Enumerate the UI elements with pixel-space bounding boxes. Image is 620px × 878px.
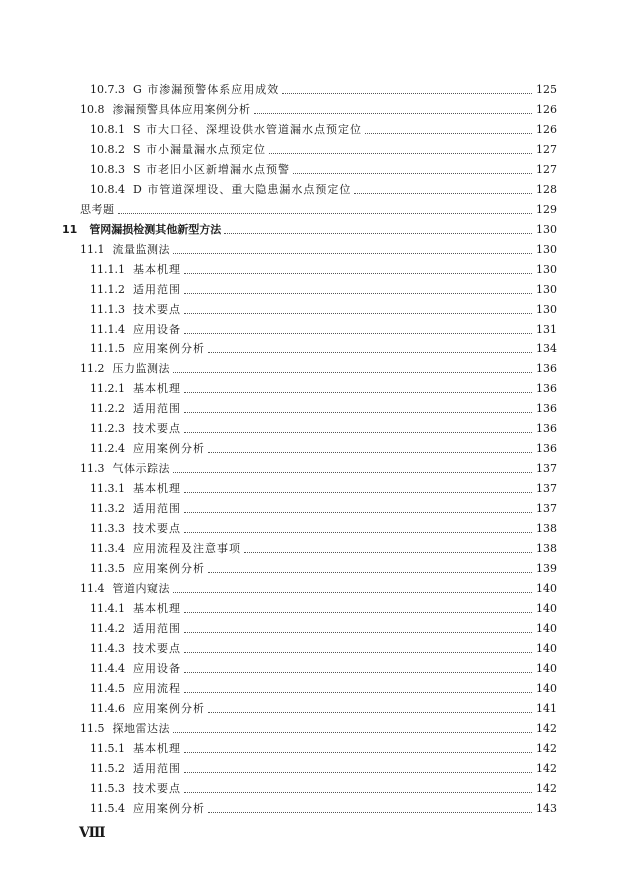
toc-entry-page: 126 — [536, 122, 557, 136]
toc-entry-page: 138 — [536, 522, 557, 536]
toc-entry-title: 应用案例分析 — [133, 342, 205, 356]
toc-entry[interactable] — [90, 499, 557, 519]
toc-entry-page: 125 — [536, 83, 557, 96]
toc-entry[interactable] — [62, 220, 557, 240]
toc-entry-title: 技术要点 — [133, 641, 181, 655]
toc-entry-page: 130 — [536, 282, 557, 296]
toc-entry-number: 11.3.4 — [90, 542, 125, 556]
toc-entry-number: 11.4.5 — [90, 681, 125, 695]
toc-entry-title: G 市渗漏预警体系应用成效 — [133, 83, 280, 96]
toc-entry-page: 136 — [536, 382, 557, 396]
toc-entry-title: 基本机理 — [133, 262, 181, 276]
dot-leader — [184, 491, 532, 493]
toc-entry[interactable] — [90, 519, 557, 539]
toc-entry[interactable] — [90, 619, 557, 639]
toc-entry-page: 138 — [536, 542, 557, 556]
dot-leader — [184, 671, 532, 673]
dot-leader — [184, 751, 532, 753]
toc-entry-number: 11.5.1 — [90, 741, 125, 755]
toc-entry-page: 127 — [536, 142, 557, 156]
toc-entry-page: 136 — [536, 442, 557, 456]
toc-entry[interactable] — [80, 359, 557, 379]
toc-entry-title: 适用范围 — [133, 282, 181, 296]
toc-entry-page: 137 — [536, 482, 557, 496]
toc-entry-number: 11.5.3 — [90, 781, 125, 795]
toc-entry-title: 应用流程 — [133, 681, 181, 695]
toc-entry[interactable] — [90, 120, 557, 140]
toc-entry-title: 适用范围 — [133, 761, 181, 775]
toc-entry[interactable] — [80, 719, 557, 739]
toc-entry-title: 基本机理 — [133, 601, 181, 615]
dot-leader — [184, 631, 532, 633]
toc-entry[interactable] — [90, 679, 557, 699]
toc-entry-number: 10.7.3 — [90, 83, 125, 96]
toc-entry-title: D 市管道深埋设、重大隐患漏水点预定位 — [133, 182, 352, 196]
toc-entry-title: 探地雷达法 — [112, 721, 170, 735]
dot-leader — [184, 391, 532, 393]
dot-leader — [354, 192, 532, 194]
toc-entry-page: 130 — [536, 262, 557, 276]
toc-entry[interactable] — [90, 539, 557, 559]
toc-entry-page: 143 — [536, 801, 557, 815]
toc-entry-title: 适用范围 — [133, 402, 181, 416]
toc-entry-title: 技术要点 — [133, 302, 181, 316]
dot-leader — [208, 811, 532, 813]
dot-leader — [282, 92, 532, 94]
dot-leader — [184, 332, 532, 334]
toc-entry[interactable] — [90, 339, 557, 359]
toc-entry[interactable] — [90, 559, 557, 579]
dot-leader — [224, 232, 532, 234]
toc-entry-page: 140 — [536, 582, 557, 595]
toc-entry-page: 136 — [536, 362, 557, 376]
toc-entry[interactable] — [90, 160, 557, 180]
toc-entry-page: 142 — [536, 761, 557, 775]
toc-entry[interactable] — [90, 479, 557, 499]
dot-leader — [184, 312, 532, 314]
toc-entry-number: 11.4.2 — [90, 621, 125, 635]
toc-entry-number: 11.2.1 — [90, 382, 125, 396]
toc-entry-page: 130 — [536, 242, 557, 256]
toc-entry-page: 140 — [536, 601, 557, 615]
toc-entry-page: 134 — [536, 342, 557, 356]
toc-entry-number: 11.4 — [80, 582, 105, 595]
toc-entry-number: 11.4.3 — [90, 641, 125, 655]
toc-entry-title: 应用案例分析 — [133, 562, 205, 576]
toc-entry-title: 气体示踪法 — [112, 462, 170, 476]
toc-entry[interactable] — [90, 799, 557, 819]
dot-leader — [184, 431, 532, 433]
toc-entry-title: S 市大口径、深埋设供水管道漏水点预定位 — [133, 122, 363, 136]
toc-entry-title: 应用案例分析 — [133, 801, 205, 815]
dot-leader — [184, 272, 532, 274]
toc-entry-page: 130 — [536, 302, 557, 316]
toc-entry-title: 应用案例分析 — [133, 442, 205, 456]
dot-leader — [173, 591, 532, 593]
toc-entry[interactable] — [90, 439, 557, 459]
toc-entry[interactable] — [80, 100, 557, 120]
toc-entry-title: 技术要点 — [133, 422, 181, 436]
toc-entry[interactable] — [90, 419, 557, 439]
toc-entry[interactable] — [80, 200, 557, 220]
dot-leader — [173, 252, 532, 254]
toc-entry-title: 应用设备 — [133, 661, 181, 675]
toc-entry[interactable] — [90, 639, 557, 659]
toc-entry-number: 11 — [62, 222, 78, 236]
dot-leader — [244, 551, 532, 553]
toc-entry-number: 11.1.3 — [90, 302, 125, 316]
dot-leader — [173, 471, 532, 473]
toc-entry[interactable] — [80, 459, 557, 479]
toc-entry-page: 140 — [536, 661, 557, 675]
toc-entry-page: 142 — [536, 721, 557, 735]
toc-entry-title: 基本机理 — [133, 382, 181, 396]
toc-entry-number: 10.8.1 — [90, 122, 125, 136]
toc-entry-title: S 市小漏量漏水点预定位 — [133, 142, 267, 156]
toc-entry[interactable] — [90, 599, 557, 619]
dot-leader — [184, 411, 532, 413]
toc-entry-page: 139 — [536, 562, 557, 576]
toc-entry-page: 140 — [536, 621, 557, 635]
toc-entry-number: 11.1.4 — [90, 322, 125, 336]
toc-entry-number: 11.2.2 — [90, 402, 125, 416]
toc-entry[interactable] — [80, 240, 557, 260]
toc-entry[interactable] — [90, 80, 557, 100]
toc-entry-number: 11.5 — [80, 721, 105, 735]
toc-entry-page: 142 — [536, 741, 557, 755]
dot-leader — [173, 731, 532, 733]
toc-entry[interactable] — [80, 579, 557, 599]
toc-entry-page: 127 — [536, 162, 557, 176]
dot-leader — [208, 711, 532, 713]
toc-entry[interactable] — [90, 379, 557, 399]
toc-entry-title: 技术要点 — [133, 522, 181, 536]
toc-entry-title: 应用设备 — [133, 322, 181, 336]
toc-entry-page: 140 — [536, 681, 557, 695]
toc-entry[interactable] — [90, 399, 557, 419]
toc-entry-title: 管网漏损检测其他新型方法 — [89, 222, 222, 236]
toc-entry-number: 10.8.4 — [90, 182, 125, 196]
toc-entry-title: 技术要点 — [133, 781, 181, 795]
toc-entry-number: 11.5.4 — [90, 801, 125, 815]
toc-entry-number: 11.3.2 — [90, 502, 125, 516]
toc-entry-page: 128 — [536, 182, 557, 196]
toc-entry-number: 11.3.1 — [90, 482, 125, 496]
toc-entry-page: 142 — [536, 781, 557, 795]
toc-entry-number: 11.3.5 — [90, 562, 125, 576]
toc-entry-title: 渗漏预警具体应用案例分析 — [112, 102, 251, 116]
dot-leader — [184, 771, 532, 773]
toc-entry-title: 适用范围 — [133, 621, 181, 635]
toc-entry[interactable] — [90, 659, 557, 679]
toc-entry-title: 应用案例分析 — [133, 701, 205, 715]
toc-entry-title: 压力监测法 — [112, 362, 170, 376]
toc-entry-number: 11.2 — [80, 362, 105, 376]
toc-entry-page: 136 — [536, 422, 557, 436]
toc-entry[interactable] — [90, 699, 557, 719]
toc-entry-page: 137 — [536, 462, 557, 476]
toc-entry[interactable] — [90, 320, 557, 340]
dot-leader — [184, 531, 532, 533]
toc-entry-title: 应用流程及注意事项 — [133, 542, 241, 556]
dot-leader — [184, 651, 532, 653]
toc-entry[interactable] — [90, 180, 557, 200]
toc-entry[interactable] — [90, 739, 557, 759]
toc-entry-number: 11.4.1 — [90, 601, 125, 615]
toc-entry[interactable] — [90, 759, 557, 779]
toc-entry-page: 141 — [536, 701, 557, 715]
toc-entry-number: 11.3.3 — [90, 522, 125, 536]
toc-entry-page: 131 — [536, 322, 557, 336]
toc-entry-number: 10.8 — [80, 102, 105, 116]
dot-leader — [208, 451, 532, 453]
dot-leader — [184, 292, 532, 294]
toc-entry[interactable] — [90, 280, 557, 300]
toc-entry-number: 11.3 — [80, 462, 105, 476]
dot-leader — [184, 791, 532, 793]
toc-entry-number: 11.2.3 — [90, 422, 125, 436]
toc-entry-number: 11.1.1 — [90, 262, 125, 276]
toc-entry-page: 136 — [536, 402, 557, 416]
toc-entry-number: 11.1.5 — [90, 342, 125, 356]
toc-entry-number: 10.8.3 — [90, 162, 125, 176]
toc-entry[interactable] — [90, 300, 557, 320]
toc-entry-page: 140 — [536, 641, 557, 655]
toc-entry-title: S 市老旧小区新增漏水点预警 — [133, 162, 291, 176]
dot-leader — [184, 511, 532, 513]
toc-entry[interactable] — [90, 260, 557, 280]
toc-entry-page: 137 — [536, 502, 557, 516]
toc-entry-number: 11.4.4 — [90, 661, 125, 675]
dot-leader — [208, 351, 532, 353]
dot-leader — [254, 112, 533, 114]
toc-entry-page: 129 — [536, 202, 557, 216]
dot-leader — [208, 571, 532, 573]
toc-entry-number: 10.8.2 — [90, 142, 125, 156]
toc-entry[interactable] — [90, 140, 557, 160]
toc-entry-number: 11.1 — [80, 242, 105, 256]
toc-entry-title: 管道内窥法 — [112, 582, 170, 595]
toc-entry-page: 130 — [536, 222, 557, 236]
toc-entry-title: 基本机理 — [133, 741, 181, 755]
toc-entry-title: 思考题 — [80, 202, 115, 216]
dot-leader — [118, 212, 533, 214]
dot-leader — [269, 152, 532, 154]
toc-entry-number: 11.5.2 — [90, 761, 125, 775]
dot-leader — [293, 172, 532, 174]
dot-leader — [184, 691, 532, 693]
toc-entry-number: 11.4.6 — [90, 701, 125, 715]
dot-leader — [173, 371, 532, 373]
dot-leader — [184, 611, 532, 613]
toc-entry[interactable] — [90, 779, 557, 799]
toc-entry-title: 适用范围 — [133, 502, 181, 516]
dot-leader — [365, 132, 532, 134]
toc-entry-page: 126 — [536, 102, 557, 116]
toc-entry-number: 11.1.2 — [90, 282, 125, 296]
toc-entry-number: 11.2.4 — [90, 442, 125, 456]
toc-entry-title: 基本机理 — [133, 482, 181, 496]
page-folio: Ⅷ — [79, 825, 105, 841]
toc-entry-title: 流量监测法 — [112, 242, 170, 256]
